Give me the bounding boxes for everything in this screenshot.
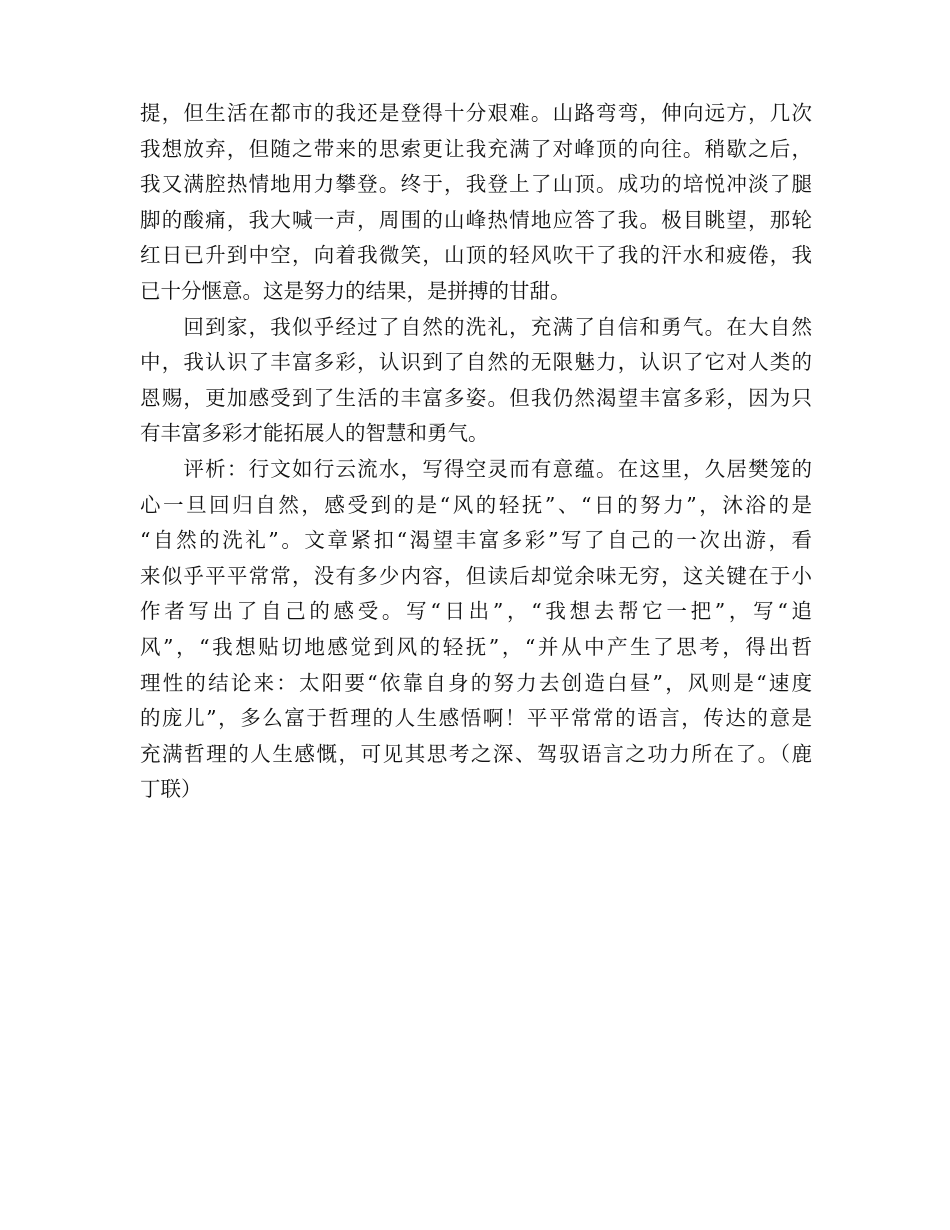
text-line: 恩赐，更加感受到了生活的丰富多姿。但我仍然渴望丰富多彩，因为只 [140,385,812,410]
text-line: 风”，“我想贴切地感觉到风的轻抚”，“并从中产生了思考，得出哲 [140,634,812,659]
text-line: 理性的结论来：太阳要“依靠自身的努力去创造白昼”，风则是“速度 [140,670,812,695]
text-line: 红日已升到中空，向着我微笑，山顶的轻风吹干了我的汗水和疲倦，我 [140,243,812,268]
text-line: 有丰富多彩才能拓展人的智慧和勇气。 [140,421,489,446]
text-line: “自然的洗礼”。文章紧扣“渴望丰富多彩”写了自己的一次出游，看 [140,528,812,553]
text-line: 已十分惬意。这是努力的结果，是拼搏的甘甜。 [140,278,571,303]
text-line: 脚的酸痛，我大喊一声，周围的山峰热情地应答了我。极目眺望，那轮 [140,207,812,232]
text-line: 提，但生活在都市的我还是登得十分艰难。山路弯弯，伸向远方，几次 [140,101,812,125]
text-line: 回到家，我似乎经过了自然的洗礼，充满了自信和勇气。在大自然 [140,314,812,339]
essay-text [140,96,812,808]
text-line: 我又满腔热情地用力攀登。终于，我登上了山顶。成功的培悦冲淡了腿 [140,172,812,197]
text-line: 的庞儿”，多么富于哲理的人生感悟啊！平平常常的语言，传达的意是 [140,706,812,731]
text-line: 来似乎平平常常，没有多少内容，但读后却觉余味无穷，这关键在于小 [140,563,812,588]
text-line: 心一旦回归自然，感受到的是“风的轻抚”、“日的努力”，沐浴的是 [140,492,812,517]
text-line: 充满哲理的人生感慨，可见其思考之深、驾驭语言之功力所在了。（鹿 [140,741,812,766]
text-line: 评析：行文如行云流水，写得空灵而有意蕴。在这里，久居樊笼的 [140,456,812,481]
text-line: 作者写出了自己的感受。写“日出”，“我想去帮它一把”，写“追 [140,599,812,624]
text-line: 我想放弃，但随之带来的思索更让我充满了对峰顶的向往。稍歇之后， [140,136,812,161]
text-line: 丁联） [140,777,202,802]
text-line: 中，我认识了丰富多彩，认识到了自然的无限魅力，认识了它对人类的 [140,350,812,375]
